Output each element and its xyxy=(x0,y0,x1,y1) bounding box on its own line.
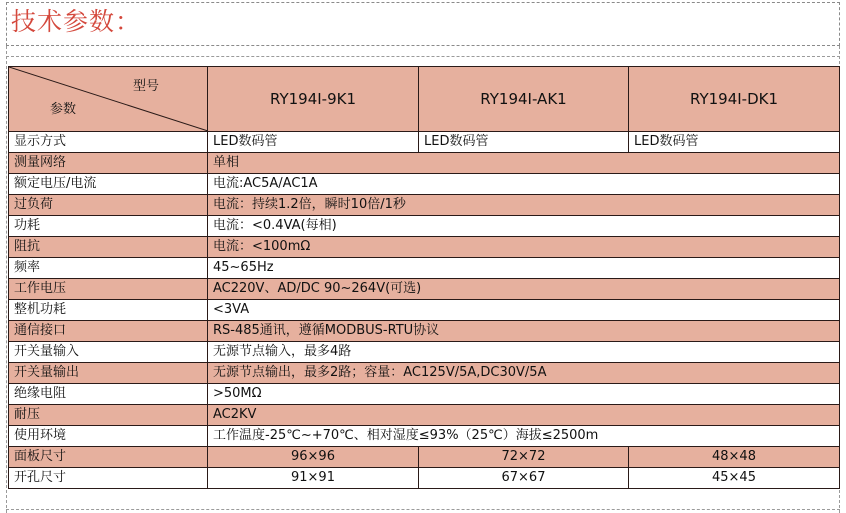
table-row xyxy=(9,216,840,237)
row-value: 电流：持续1.2倍，瞬时10倍/1秒 xyxy=(208,195,840,216)
table-row xyxy=(9,237,840,258)
row-value: 电流:AC5A/AC1A xyxy=(208,174,840,195)
row-value: >50MΩ xyxy=(208,384,840,405)
row-value: RS-485通讯，遵循MODBUS-RTU协议 xyxy=(208,321,840,342)
row-value: LED数码管 xyxy=(629,132,840,153)
row-value: AC2KV xyxy=(208,405,840,426)
row-label: 过负荷 xyxy=(9,195,208,216)
page-title: 技术参数： xyxy=(11,7,142,36)
row-label: 通信接口 xyxy=(9,321,208,342)
table-row xyxy=(9,153,840,174)
table-row xyxy=(9,279,840,300)
row-label: 显示方式 xyxy=(9,132,208,153)
row-label: 开关量输出 xyxy=(9,363,208,384)
guide-line xyxy=(6,46,7,513)
row-label: 绝缘电阻 xyxy=(9,384,208,405)
table-row xyxy=(9,174,840,195)
row-label: 功耗 xyxy=(9,216,208,237)
table-row xyxy=(9,468,840,489)
row-value: 无源节点输出，最多2路；容量：AC125V/5A,DC30V/5A xyxy=(208,363,840,384)
diagonal-line xyxy=(9,67,208,131)
row-label: 开孔尺寸 xyxy=(9,468,208,489)
guide-line xyxy=(6,56,840,57)
table-row xyxy=(9,342,840,363)
row-label: 额定电压/电流 xyxy=(9,174,208,195)
row-value: 单相 xyxy=(208,153,840,174)
row-value: 电流：<0.4VA(每相) xyxy=(208,216,840,237)
corner-label-model: 型号 xyxy=(133,79,160,94)
guide-line xyxy=(6,509,840,510)
table-row xyxy=(9,195,840,216)
row-label: 阻抗 xyxy=(9,237,208,258)
table-row xyxy=(9,384,840,405)
row-label: 整机功耗 xyxy=(9,300,208,321)
model-header: RY194I-AK1 xyxy=(419,67,629,132)
row-label: 面板尺寸 xyxy=(9,447,208,468)
table-row xyxy=(9,426,840,447)
row-value: LED数码管 xyxy=(208,132,419,153)
row-label: 测量网络 xyxy=(9,153,208,174)
model-header: RY194I-9K1 xyxy=(208,67,419,132)
row-label: 耐压 xyxy=(9,405,208,426)
table-row xyxy=(9,258,840,279)
corner-label-param: 参数 xyxy=(50,102,77,117)
row-value: <3VA xyxy=(208,300,840,321)
row-value: 45~65Hz xyxy=(208,258,840,279)
table-row xyxy=(9,300,840,321)
table-row xyxy=(9,405,840,426)
row-value: 工作温度-25℃~+70℃、相对湿度≤93%（25℃）海拔≤2500m xyxy=(208,426,840,447)
table-row xyxy=(9,363,840,384)
header-corner-cell xyxy=(9,67,208,132)
row-value: 96×96 xyxy=(208,447,419,468)
table-row xyxy=(9,447,840,468)
table-row xyxy=(9,132,840,153)
row-value: LED数码管 xyxy=(419,132,629,153)
title-box xyxy=(6,2,840,46)
row-label: 频率 xyxy=(9,258,208,279)
row-value: AC220V、AD/DC 90~264V(可选) xyxy=(208,279,840,300)
model-header: RY194I-DK1 xyxy=(629,67,840,132)
row-label: 工作电压 xyxy=(9,279,208,300)
row-value: 72×72 xyxy=(419,447,629,468)
row-value: 67×67 xyxy=(419,468,629,489)
row-value: 无源节点输入，最多4路 xyxy=(208,342,840,363)
row-value: 电流：<100mΩ xyxy=(208,237,840,258)
header-row xyxy=(9,67,840,132)
spec-table xyxy=(8,66,840,489)
row-label: 使用环境 xyxy=(9,426,208,447)
row-value: 48×48 xyxy=(629,447,840,468)
row-value: 91×91 xyxy=(208,468,419,489)
row-label: 开关量输入 xyxy=(9,342,208,363)
table-row xyxy=(9,321,840,342)
row-value: 45×45 xyxy=(629,468,840,489)
